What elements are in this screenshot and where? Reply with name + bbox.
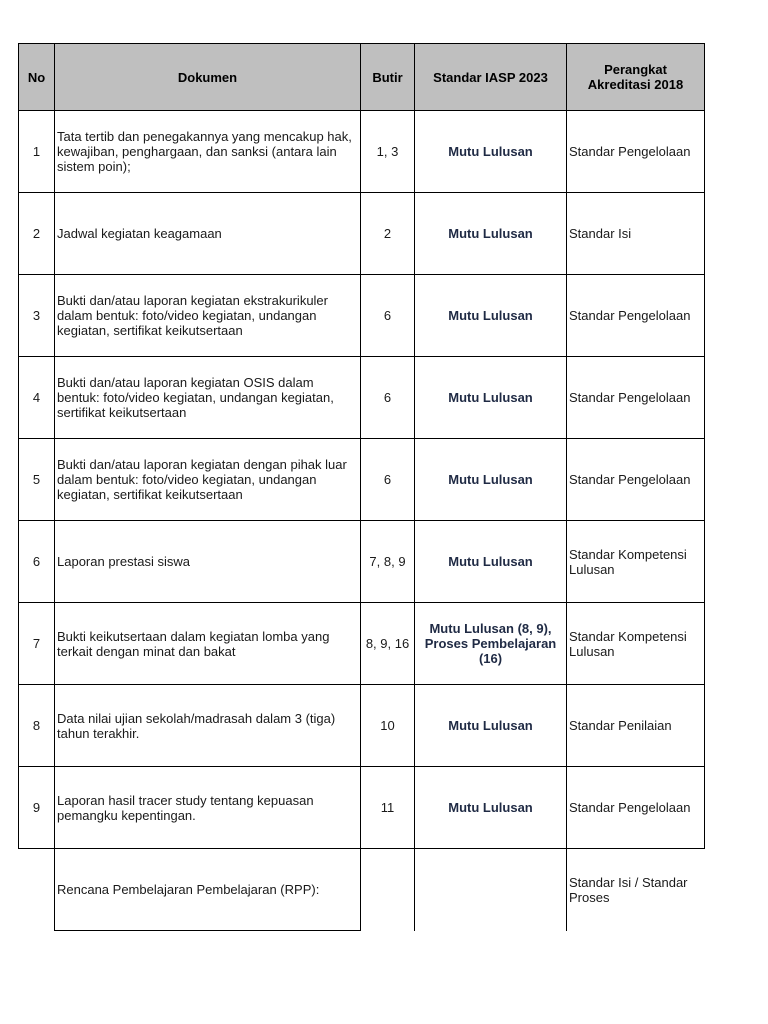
header-standar: Standar IASP 2023 (415, 44, 567, 111)
row-standar: Mutu Lulusan (415, 111, 567, 193)
row-standar: Mutu Lulusan (415, 357, 567, 439)
row-dokumen: Laporan hasil tracer study tentang kepuasan pemangku kepentingan. (55, 767, 361, 849)
row-standar (415, 849, 567, 931)
row-standar: Mutu Lulusan (415, 439, 567, 521)
row-dokumen: Bukti dan/atau laporan kegiatan ekstrakurikuler dalam bentuk: foto/video kegiatan, undangan kegiatan, sertifikat keikutsertaan (55, 275, 361, 357)
row-dokumen: Jadwal kegiatan keagamaan (55, 193, 361, 275)
row-butir: 6 (361, 357, 415, 439)
row-no: 5 (19, 439, 55, 521)
table-row (19, 111, 705, 193)
row-butir: 8, 9, 16 (361, 603, 415, 685)
header-dokumen: Dokumen (55, 44, 361, 111)
row-perangkat: Standar Isi / Standar Proses (567, 849, 705, 931)
row-butir (361, 849, 415, 931)
row-standar: Mutu Lulusan (415, 767, 567, 849)
table-row (19, 767, 705, 849)
row-dokumen: Bukti dan/atau laporan kegiatan dengan pihak luar dalam bentuk: foto/video kegiatan, undangan kegiatan, sertifikat keikutsertaan (55, 439, 361, 521)
row-no: 3 (19, 275, 55, 357)
header-row (19, 44, 705, 111)
table-row (19, 357, 705, 439)
row-no: 6 (19, 521, 55, 603)
row-butir: 1, 3 (361, 111, 415, 193)
row-butir: 6 (361, 439, 415, 521)
header-no: No (19, 44, 55, 111)
row-perangkat: Standar Pengelolaan (567, 111, 705, 193)
row-no: 8 (19, 685, 55, 767)
row-no: 9 (19, 767, 55, 849)
row-perangkat: Standar Pengelolaan (567, 275, 705, 357)
table-row (19, 849, 705, 931)
row-dokumen: Rencana Pembelajaran Pembelajaran (RPP): (55, 849, 361, 931)
header-butir: Butir (361, 44, 415, 111)
row-perangkat: Standar Pengelolaan (567, 767, 705, 849)
row-dokumen: Data nilai ujian sekolah/madrasah dalam 3 (tiga) tahun terakhir. (55, 685, 361, 767)
table-row (19, 685, 705, 767)
row-no: 2 (19, 193, 55, 275)
row-perangkat: Standar Kompetensi Lulusan (567, 603, 705, 685)
row-dokumen: Laporan prestasi siswa (55, 521, 361, 603)
row-butir: 10 (361, 685, 415, 767)
row-standar: Mutu Lulusan (415, 521, 567, 603)
row-no: 4 (19, 357, 55, 439)
table-row (19, 275, 705, 357)
row-no: 7 (19, 603, 55, 685)
document-table (18, 43, 705, 931)
row-standar: Mutu Lulusan (415, 275, 567, 357)
row-butir: 11 (361, 767, 415, 849)
row-standar: Mutu Lulusan (8, 9), Proses Pembelajaran (16) (415, 603, 567, 685)
row-perangkat: Standar Pengelolaan (567, 357, 705, 439)
row-dokumen: Tata tertib dan penegakannya yang mencakup hak, kewajiban, penghargaan, dan sanksi (antara lain sistem poin); (55, 111, 361, 193)
table-row (19, 521, 705, 603)
row-butir: 7, 8, 9 (361, 521, 415, 603)
table-row (19, 603, 705, 685)
row-standar: Mutu Lulusan (415, 685, 567, 767)
row-dokumen: Bukti dan/atau laporan kegiatan OSIS dalam bentuk: foto/video kegiatan, undangan kegiatan, sertifikat keikutsertaan (55, 357, 361, 439)
row-standar: Mutu Lulusan (415, 193, 567, 275)
row-no: 1 (19, 111, 55, 193)
row-perangkat: Standar Isi (567, 193, 705, 275)
table-row (19, 439, 705, 521)
row-dokumen: Bukti keikutsertaan dalam kegiatan lomba yang terkait dengan minat dan bakat (55, 603, 361, 685)
row-perangkat: Standar Kompetensi Lulusan (567, 521, 705, 603)
row-no (19, 849, 55, 931)
row-perangkat: Standar Penilaian (567, 685, 705, 767)
header-perangkat: Perangkat Akreditasi 2018 (567, 44, 705, 111)
row-butir: 2 (361, 193, 415, 275)
table-row (19, 193, 705, 275)
row-butir: 6 (361, 275, 415, 357)
row-perangkat: Standar Pengelolaan (567, 439, 705, 521)
